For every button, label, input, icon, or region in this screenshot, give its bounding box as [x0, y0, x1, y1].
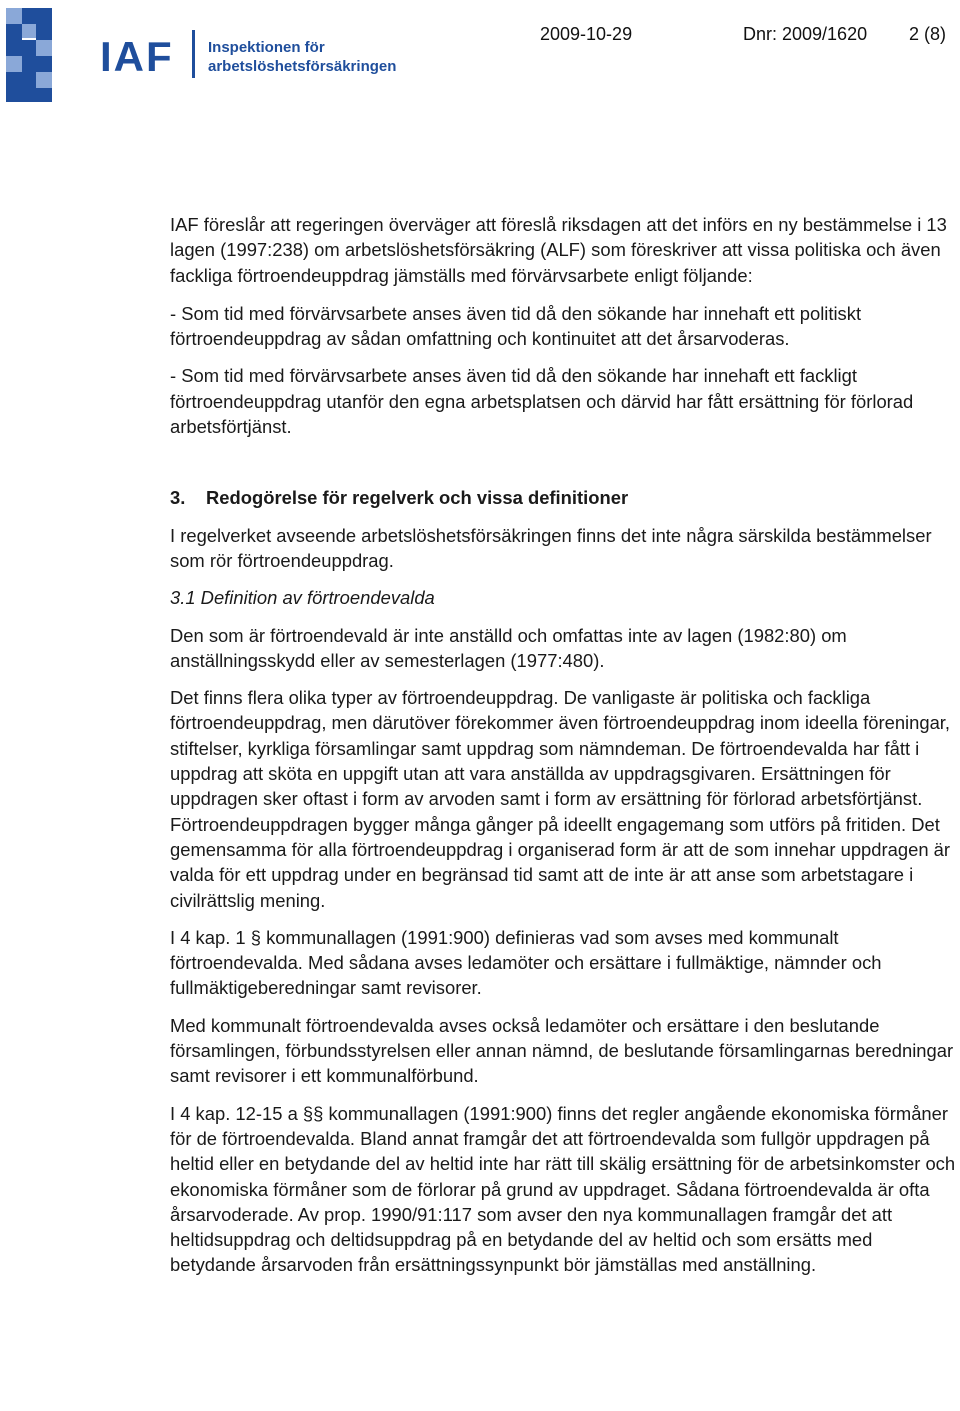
- proposal-item-union: - Som tid med förvärvsarbete anses även tid då den sökande har innehaft ett fackligt förtroendeuppdrag utanför den egna arbetsplatsen och därvid har fått ersättning för förlorad arbetsförtjänst.: [170, 365, 914, 438]
- paragraph-1: Den som är förtroendevald är inte anställd och omfattas inte av lagen (1982:80) om anställningsskydd eller av semesterlagen (1977:480).: [170, 624, 847, 671]
- paragraph-3: I 4 kap. 1 § kommunallagen (1991:900) definieras vad som avses med kommunalt förtroendevalda. Med sådana avses ledamöter och ersättare i fullmäktige, nämnder och fullmäktigeberedningar samt revisorer.: [170, 926, 882, 999]
- document-date: 2009-10-29: [540, 24, 633, 44]
- iaf-logo-graphic: [0, 0, 460, 110]
- logo-mark: IAF: [100, 33, 174, 80]
- intro-paragraph: IAF föreslår att regeringen överväger att föreslå riksdagen att det införs en ny bestämmelse i 13 lagen (1997:238) om arbetslöshetsförsäkring (ALF) som föreskriver att vissa politiska och även fackliga förtroendeuppdrag jämställs med förvärvsarbete enligt följande:: [170, 214, 947, 286]
- section-3-1-heading: 3.1 Definition av förtroendevalda: [170, 587, 435, 609]
- iaf-logo: [0, 0, 460, 110]
- document-body: [170, 212, 960, 1278]
- document-number: Dnr: 2009/1620: [743, 24, 868, 44]
- logo-line1: Inspektionen för: [208, 39, 325, 56]
- page-number: 2 (8): [909, 24, 947, 44]
- paragraph-4: Med kommunalt förtroendevalda avses också ledamöter och ersättare i den beslutande församlingen, förbundsstyrelsen eller annan nämnd, de beslutande församlingarnas beredningar samt revisorer i ett kommunalförbund.: [170, 1014, 954, 1087]
- paragraph-2: Det finns flera olika typer av förtroendeuppdrag. De vanligaste är politiska och fackliga förtroendeuppdrag, men därutöver förekommer även förtroendeuppdrag inom ideella föreningar, stiftelser, kyrkliga församlingar samt uppdrag som nämndeman. De förtroendevalda har fått i uppdrag att sköta en uppgift utan att vara anställda av uppdragsgivaren. Ersättningen för uppdragen sker oftast i form av arvoden samt i form av ersättning för förlorad arbetsförtjänst. Förtroendeuppdragen bygger många gånger på ideellt engagemang som utförs på fritiden. Det gemensamma för alla förtroendeuppdrag i organiserad form är att de som innehar uppdragen är valda för ett uppdrag under en begränsad tid samt att de inte är att anse som arbetstagare i civilrättslig mening.: [170, 687, 951, 911]
- section-3-text: I regelverket avseende arbetslöshetsförsäkringen finns det inte några särskilda bestämmelser som rör förtroendeuppdrag.: [170, 524, 932, 571]
- paragraph-5: I 4 kap. 12-15 a §§ kommunallagen (1991:900) finns det regler angående ekonomiska förmåner för de förtroendevalda. Bland annat framgår det att förtroendevalda som fullgör uppdragen på heltid eller en betydande del av heltid inte har rätt till skälig ersättning för de arbetsinkomster och ekonomiska förmåner som de förlorar på grund av uppdraget. Sådana förtroendevalda är ofta årsarvoderade. Av prop. 1990/91:117 som avser den nya kommunallagen framgår det att heltidsuppdrag och deltidsuppdrag på en betydande del av heltid och som ersätts med betydande årsarvoden från ersättningssynpunkt bör jämställas med anställning.: [170, 1102, 956, 1276]
- logo-line2: arbetslöshetsförsäkringen: [208, 58, 397, 75]
- section-3-number: 3.: [170, 487, 186, 509]
- proposal-item-political: - Som tid med förvärvsarbete anses även tid då den sökande har innehaft ett politiskt förtroendeuppdrag av sådan omfattning och kontinuitet att det årsarvoderas.: [170, 302, 862, 350]
- section-3-title: Redogörelse för regelverk och vissa definitioner: [206, 487, 629, 509]
- section-3-heading: [170, 485, 960, 510]
